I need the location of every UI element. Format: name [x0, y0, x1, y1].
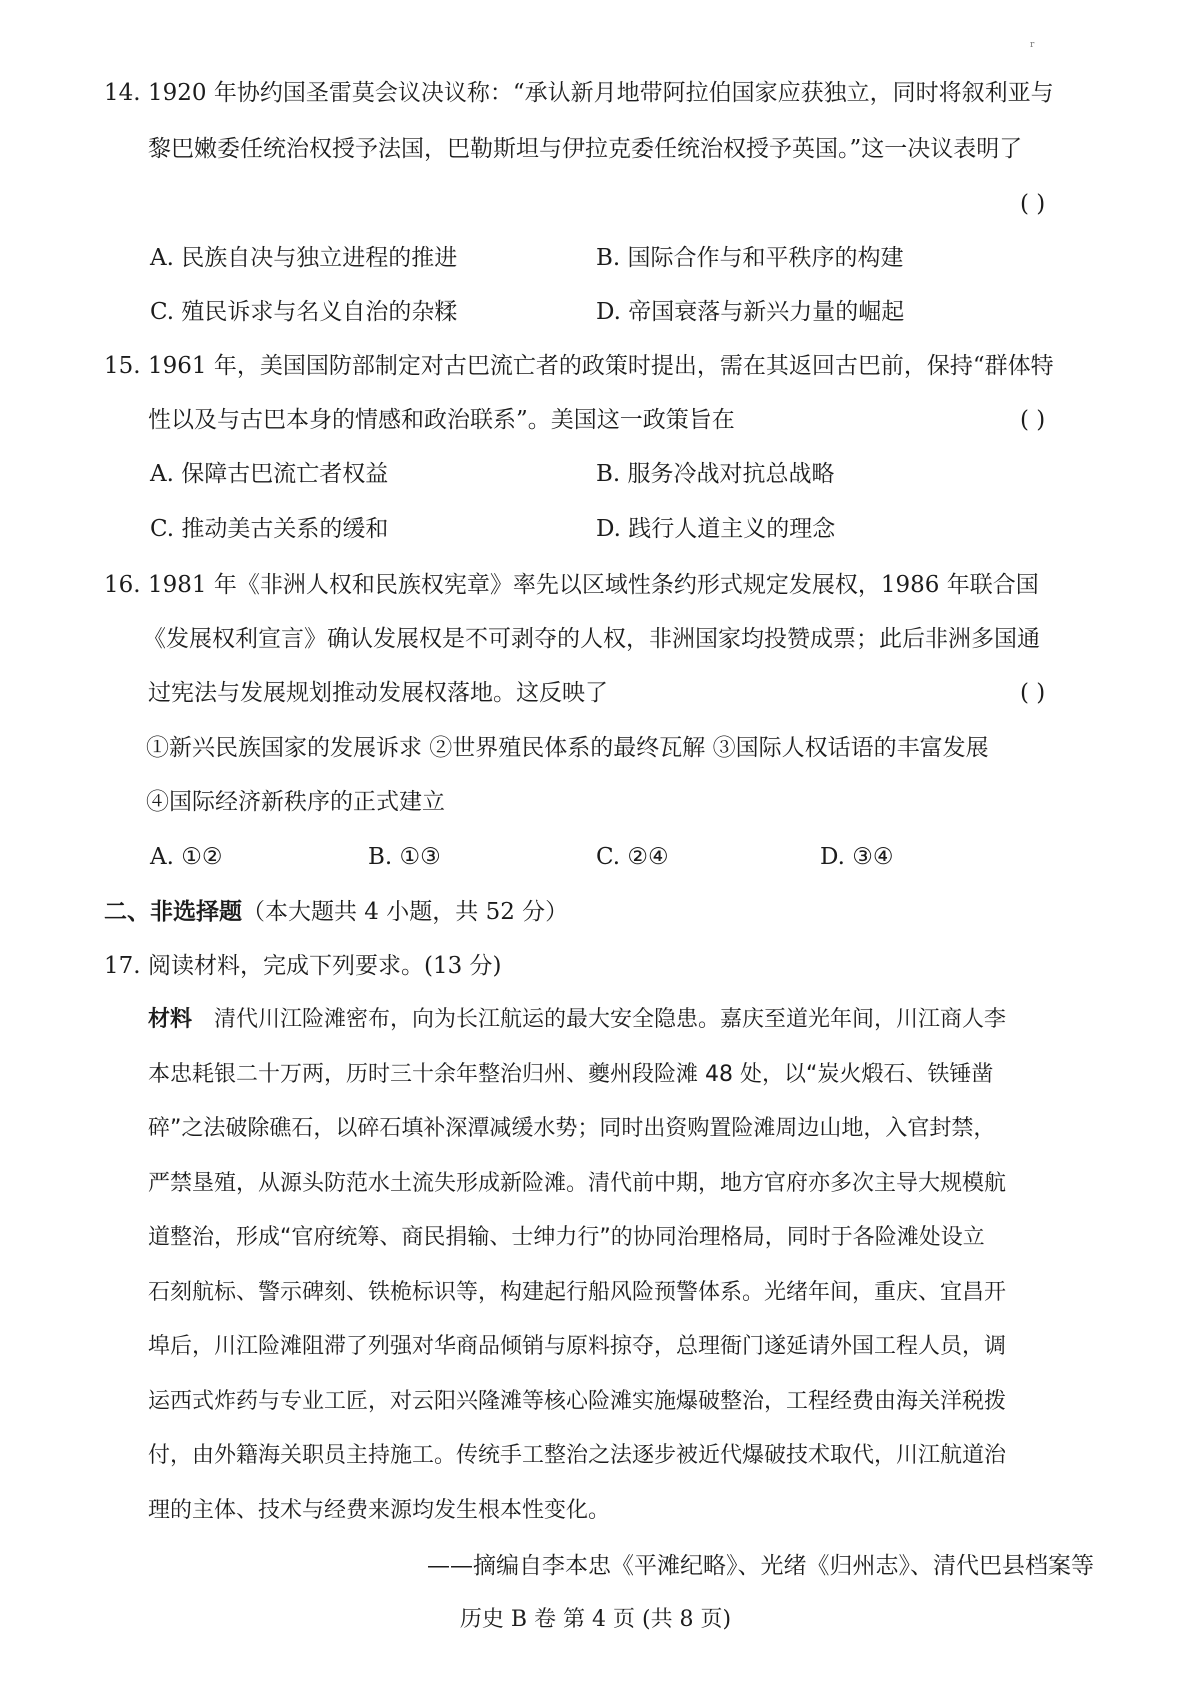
- material-line: 严禁垦殖，从源头防范水土流失形成新险滩。清代前中期，地方官府亦多次主导大规模航: [148, 1171, 1007, 1196]
- question-text-line: 1981 年《非洲人权和民族权宪章》率先以区域性条约形式规定发展权，1986 年联合国: [148, 572, 1039, 598]
- answer-parentheses: ( ): [1020, 680, 1046, 706]
- material-line: 道整治，形成“官府统筹、商民捐输、士绅力行”的协同治理格局，同时于各险滩处设立: [148, 1225, 985, 1250]
- option-c: C. ②④: [596, 844, 669, 870]
- statement-items-line: ①新兴民族国家的发展诉求 ②世界殖民体系的最终瓦解 ③国际人权话语的丰富发展: [146, 735, 989, 761]
- option-a: A. ①②: [150, 844, 223, 870]
- material-source: ——摘编自李本忠《平滩纪略》、光绪《归州志》、清代巴县档案等: [427, 1553, 1094, 1579]
- option-a: A. 保障古巴流亡者权益: [150, 461, 389, 487]
- section-heading: [104, 897, 568, 927]
- option-b: B. 服务冷战对抗总战略: [596, 461, 835, 487]
- question-text-line: 1961 年，美国国防部制定对古巴流亡者的政策时提出，需在其返回古巴前，保持“群体特: [148, 353, 1054, 379]
- option-d: D. ③④: [820, 844, 894, 870]
- material-line: 运西式炸药与专业工匠，对云阳兴隆滩等核心险滩实施爆破整治，工程经费由海关洋税拨: [148, 1389, 1007, 1414]
- option-c: C. 推动美古关系的缓和: [150, 516, 389, 542]
- material-line: 埠后，川江险滩阻滞了列强对华商品倾销与原料掠夺，总理衙门遂延请外国工程人员，调: [148, 1334, 1007, 1359]
- material-line: [148, 1005, 1006, 1035]
- question-text-line: 性以及与古巴本身的情感和政治联系”。美国这一政策旨在: [148, 407, 735, 433]
- option-b: B. ①③: [368, 844, 441, 870]
- question-text-line: 黎巴嫩委任统治权授予法国，巴勒斯坦与伊拉克委任统治权授予英国。”这一决议表明了: [148, 136, 1023, 162]
- question-text-line: 过宪法与发展规划推动发展权落地。这反映了: [148, 680, 608, 706]
- question-number: 16.: [104, 572, 141, 598]
- answer-parentheses: ( ): [1020, 407, 1046, 433]
- option-a: A. 民族自决与独立进程的推进: [150, 245, 458, 271]
- question-number: 15.: [104, 353, 141, 379]
- question-number: 14.: [104, 80, 141, 106]
- option-d: D. 帝国衰落与新兴力量的崛起: [596, 299, 905, 325]
- material-label: 材料: [148, 1007, 193, 1032]
- question-number: 17.: [104, 953, 141, 979]
- page-footer: 历史 B 卷 第 4 页 (共 8 页): [459, 1607, 732, 1632]
- material-line: 付，由外籍海关职员主持施工。传统手工整治之法逐步被近代爆破技术取代，川江航道治: [148, 1443, 1007, 1468]
- material-line: 碎”之法破除礁石，以碎石填补深潭减缓水势；同时出资购置险滩周边山地，入官封禁，: [148, 1116, 996, 1141]
- option-c: C. 殖民诉求与名义自治的杂糅: [150, 299, 458, 325]
- option-d: D. 践行人道主义的理念: [596, 516, 836, 542]
- section-description: （本大题共 4 小题，共 52 分）: [242, 899, 569, 925]
- material-text: 清代川江险滩密布，向为长江航运的最大安全隐患。嘉庆至道光年间，川江商人李: [214, 1007, 1007, 1032]
- question-prompt: 阅读材料，完成下列要求。(13 分): [148, 953, 502, 979]
- answer-parentheses: ( ): [1020, 191, 1046, 217]
- material-line: 本忠耗银二十万两，历时三十余年整治归州、夔州段险滩 48 处，以“炭火煅石、铁锤凿: [148, 1062, 994, 1087]
- scan-corner-mark: r: [1030, 40, 1035, 50]
- statement-items-line: ④国际经济新秩序的正式建立: [146, 789, 445, 815]
- option-b: B. 国际合作与和平秩序的构建: [596, 245, 904, 271]
- material-line: 石刻航标、警示碑刻、铁桅标识等，构建起行船风险预警体系。光绪年间，重庆、宜昌开: [148, 1280, 1007, 1305]
- material-line: 理的主体、技术与经费来源均发生根本性变化。: [148, 1498, 611, 1523]
- question-text-line: 《发展权利宣言》确认发展权是不可剥夺的人权，非洲国家均投赞成票；此后非洲多国通: [143, 626, 1040, 652]
- section-title: 二、非选择题: [104, 898, 242, 925]
- question-text-line: 1920 年协约国圣雷莫会议决议称：“承认新月地带阿拉伯国家应获独立，同时将叙利亚与: [148, 80, 1054, 106]
